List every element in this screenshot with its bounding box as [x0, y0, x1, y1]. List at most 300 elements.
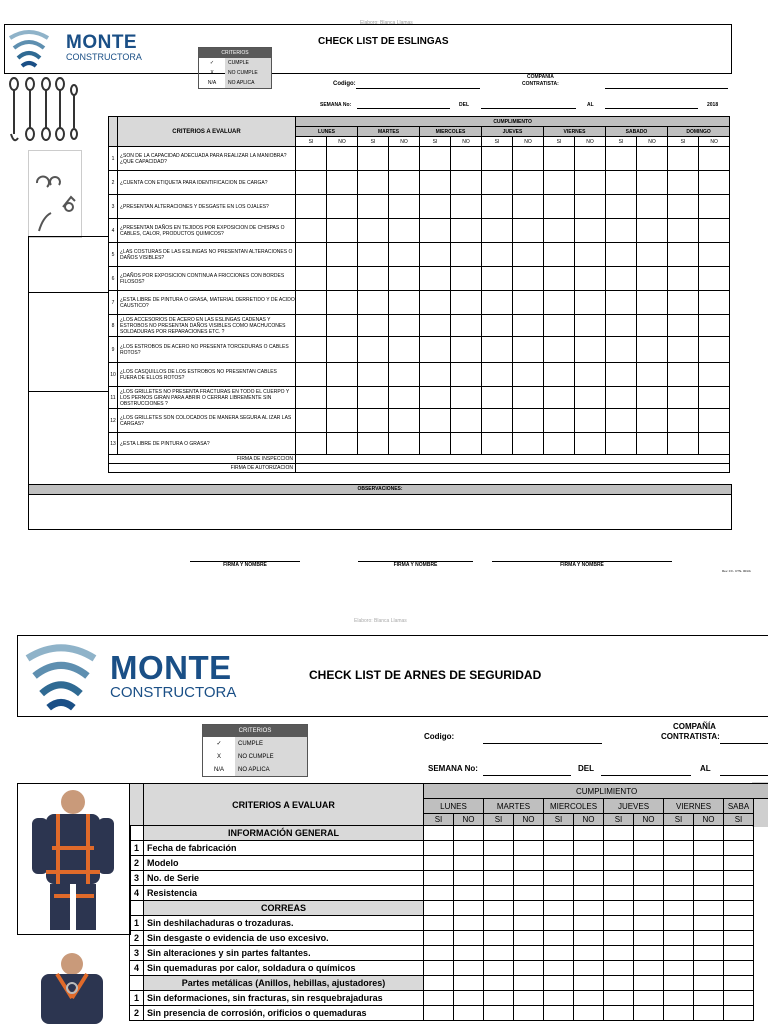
- check-cell[interactable]: [637, 195, 668, 219]
- check-cell[interactable]: [514, 976, 544, 991]
- check-cell[interactable]: [668, 171, 699, 195]
- check-cell[interactable]: [389, 291, 420, 315]
- check-cell[interactable]: [513, 315, 544, 337]
- check-cell[interactable]: [514, 946, 544, 961]
- check-cell[interactable]: [451, 409, 482, 433]
- check-cell[interactable]: [637, 387, 668, 409]
- check-cell[interactable]: [420, 171, 451, 195]
- check-cell[interactable]: [544, 841, 574, 856]
- check-cell[interactable]: [358, 433, 389, 455]
- check-cell[interactable]: [574, 991, 604, 1006]
- check-cell[interactable]: [451, 195, 482, 219]
- check-cell[interactable]: [544, 901, 574, 916]
- check-cell[interactable]: [482, 363, 513, 387]
- check-cell[interactable]: [724, 1006, 754, 1021]
- check-cell[interactable]: [358, 195, 389, 219]
- check-cell[interactable]: [634, 961, 664, 976]
- check-cell[interactable]: [296, 363, 327, 387]
- check-cell[interactable]: [637, 267, 668, 291]
- check-cell[interactable]: [724, 886, 754, 901]
- check-cell[interactable]: [454, 976, 484, 991]
- check-cell[interactable]: [668, 219, 699, 243]
- check-cell[interactable]: [668, 363, 699, 387]
- check-cell[interactable]: [606, 267, 637, 291]
- check-cell[interactable]: [575, 315, 606, 337]
- contratista-field-2[interactable]: [720, 743, 768, 744]
- check-cell[interactable]: [604, 991, 634, 1006]
- check-cell[interactable]: [482, 195, 513, 219]
- check-cell[interactable]: [513, 219, 544, 243]
- contratista-field[interactable]: [605, 88, 728, 89]
- check-cell[interactable]: [544, 946, 574, 961]
- check-cell[interactable]: [544, 976, 574, 991]
- check-cell[interactable]: [514, 901, 544, 916]
- codigo-field-2[interactable]: [483, 743, 602, 744]
- check-cell[interactable]: [606, 219, 637, 243]
- al-field-2[interactable]: [720, 775, 768, 776]
- check-cell[interactable]: [634, 976, 664, 991]
- check-cell[interactable]: [606, 291, 637, 315]
- check-cell[interactable]: [484, 841, 514, 856]
- check-cell[interactable]: [389, 387, 420, 409]
- check-cell[interactable]: [513, 363, 544, 387]
- check-cell[interactable]: [484, 826, 514, 841]
- check-cell[interactable]: [296, 433, 327, 455]
- check-cell[interactable]: [637, 315, 668, 337]
- check-cell[interactable]: [699, 337, 730, 363]
- check-cell[interactable]: [420, 315, 451, 337]
- check-cell[interactable]: [724, 826, 754, 841]
- check-cell[interactable]: [327, 291, 358, 315]
- check-cell[interactable]: [634, 901, 664, 916]
- check-cell[interactable]: [454, 991, 484, 1006]
- check-cell[interactable]: [604, 931, 634, 946]
- check-cell[interactable]: [694, 856, 724, 871]
- check-cell[interactable]: [424, 976, 454, 991]
- check-cell[interactable]: [544, 409, 575, 433]
- check-cell[interactable]: [574, 916, 604, 931]
- check-cell[interactable]: [637, 433, 668, 455]
- check-cell[interactable]: [575, 337, 606, 363]
- check-cell[interactable]: [389, 195, 420, 219]
- check-cell[interactable]: [544, 871, 574, 886]
- check-cell[interactable]: [604, 841, 634, 856]
- check-cell[interactable]: [327, 433, 358, 455]
- check-cell[interactable]: [544, 916, 574, 931]
- check-cell[interactable]: [327, 387, 358, 409]
- check-cell[interactable]: [637, 147, 668, 171]
- check-cell[interactable]: [604, 916, 634, 931]
- check-cell[interactable]: [699, 291, 730, 315]
- check-cell[interactable]: [637, 337, 668, 363]
- check-cell[interactable]: [574, 826, 604, 841]
- check-cell[interactable]: [451, 337, 482, 363]
- check-cell[interactable]: [634, 946, 664, 961]
- check-cell[interactable]: [606, 409, 637, 433]
- check-cell[interactable]: [604, 901, 634, 916]
- check-cell[interactable]: [544, 931, 574, 946]
- check-cell[interactable]: [699, 195, 730, 219]
- check-cell[interactable]: [454, 856, 484, 871]
- check-cell[interactable]: [296, 171, 327, 195]
- check-cell[interactable]: [544, 433, 575, 455]
- check-cell[interactable]: [389, 267, 420, 291]
- check-cell[interactable]: [544, 219, 575, 243]
- check-cell[interactable]: [724, 916, 754, 931]
- check-cell[interactable]: [699, 267, 730, 291]
- semana-field-2[interactable]: [483, 775, 571, 776]
- check-cell[interactable]: [544, 195, 575, 219]
- check-cell[interactable]: [637, 363, 668, 387]
- check-cell[interactable]: [424, 991, 454, 1006]
- check-cell[interactable]: [634, 931, 664, 946]
- check-cell[interactable]: [575, 219, 606, 243]
- check-cell[interactable]: [454, 841, 484, 856]
- check-cell[interactable]: [484, 976, 514, 991]
- check-cell[interactable]: [482, 315, 513, 337]
- check-cell[interactable]: [574, 961, 604, 976]
- check-cell[interactable]: [358, 409, 389, 433]
- check-cell[interactable]: [544, 826, 574, 841]
- check-cell[interactable]: [514, 856, 544, 871]
- check-cell[interactable]: [664, 916, 694, 931]
- check-cell[interactable]: [604, 946, 634, 961]
- check-cell[interactable]: [424, 946, 454, 961]
- check-cell[interactable]: [484, 871, 514, 886]
- check-cell[interactable]: [451, 315, 482, 337]
- check-cell[interactable]: [544, 291, 575, 315]
- check-cell[interactable]: [664, 871, 694, 886]
- check-cell[interactable]: [358, 219, 389, 243]
- check-cell[interactable]: [544, 147, 575, 171]
- check-cell[interactable]: [699, 433, 730, 455]
- check-cell[interactable]: [606, 387, 637, 409]
- check-cell[interactable]: [694, 1006, 724, 1021]
- check-cell[interactable]: [575, 267, 606, 291]
- check-cell[interactable]: [424, 886, 454, 901]
- check-cell[interactable]: [451, 433, 482, 455]
- check-cell[interactable]: [574, 886, 604, 901]
- check-cell[interactable]: [482, 433, 513, 455]
- check-cell[interactable]: [389, 219, 420, 243]
- check-cell[interactable]: [544, 171, 575, 195]
- check-cell[interactable]: [484, 1006, 514, 1021]
- check-cell[interactable]: [514, 916, 544, 931]
- check-cell[interactable]: [389, 337, 420, 363]
- check-cell[interactable]: [451, 291, 482, 315]
- check-cell[interactable]: [606, 171, 637, 195]
- check-cell[interactable]: [420, 243, 451, 267]
- check-cell[interactable]: [634, 1006, 664, 1021]
- check-cell[interactable]: [604, 826, 634, 841]
- del-field[interactable]: [481, 108, 576, 109]
- check-cell[interactable]: [699, 147, 730, 171]
- check-cell[interactable]: [634, 871, 664, 886]
- check-cell[interactable]: [424, 871, 454, 886]
- check-cell[interactable]: [389, 433, 420, 455]
- check-cell[interactable]: [424, 961, 454, 976]
- check-cell[interactable]: [699, 387, 730, 409]
- check-cell[interactable]: [420, 363, 451, 387]
- check-cell[interactable]: [424, 841, 454, 856]
- check-cell[interactable]: [694, 991, 724, 1006]
- check-cell[interactable]: [451, 363, 482, 387]
- check-cell[interactable]: [574, 946, 604, 961]
- check-cell[interactable]: [574, 1006, 604, 1021]
- check-cell[interactable]: [606, 433, 637, 455]
- check-cell[interactable]: [513, 267, 544, 291]
- check-cell[interactable]: [482, 337, 513, 363]
- check-cell[interactable]: [694, 916, 724, 931]
- check-cell[interactable]: [668, 433, 699, 455]
- check-cell[interactable]: [604, 961, 634, 976]
- check-cell[interactable]: [544, 243, 575, 267]
- check-cell[interactable]: [424, 826, 454, 841]
- check-cell[interactable]: [514, 841, 544, 856]
- check-cell[interactable]: [574, 931, 604, 946]
- check-cell[interactable]: [575, 147, 606, 171]
- check-cell[interactable]: [606, 363, 637, 387]
- check-cell[interactable]: [574, 841, 604, 856]
- check-cell[interactable]: [484, 991, 514, 1006]
- check-cell[interactable]: [694, 946, 724, 961]
- check-cell[interactable]: [575, 387, 606, 409]
- check-cell[interactable]: [484, 916, 514, 931]
- check-cell[interactable]: [358, 315, 389, 337]
- check-cell[interactable]: [634, 991, 664, 1006]
- check-cell[interactable]: [575, 409, 606, 433]
- check-cell[interactable]: [484, 946, 514, 961]
- check-cell[interactable]: [424, 931, 454, 946]
- check-cell[interactable]: [389, 171, 420, 195]
- check-cell[interactable]: [420, 267, 451, 291]
- check-cell[interactable]: [513, 409, 544, 433]
- check-cell[interactable]: [664, 886, 694, 901]
- check-cell[interactable]: [699, 243, 730, 267]
- check-cell[interactable]: [424, 856, 454, 871]
- check-cell[interactable]: [514, 1006, 544, 1021]
- check-cell[interactable]: [513, 147, 544, 171]
- check-cell[interactable]: [358, 291, 389, 315]
- check-cell[interactable]: [327, 171, 358, 195]
- check-cell[interactable]: [513, 387, 544, 409]
- check-cell[interactable]: [482, 243, 513, 267]
- check-cell[interactable]: [724, 901, 754, 916]
- check-cell[interactable]: [513, 291, 544, 315]
- check-cell[interactable]: [664, 901, 694, 916]
- check-cell[interactable]: [454, 826, 484, 841]
- firma-inspeccion-cell[interactable]: [296, 455, 730, 464]
- al-field[interactable]: [605, 108, 698, 109]
- check-cell[interactable]: [668, 315, 699, 337]
- check-cell[interactable]: [451, 267, 482, 291]
- check-cell[interactable]: [664, 976, 694, 991]
- check-cell[interactable]: [358, 337, 389, 363]
- check-cell[interactable]: [574, 856, 604, 871]
- check-cell[interactable]: [699, 409, 730, 433]
- check-cell[interactable]: [514, 826, 544, 841]
- check-cell[interactable]: [604, 856, 634, 871]
- check-cell[interactable]: [668, 267, 699, 291]
- check-cell[interactable]: [699, 219, 730, 243]
- check-cell[interactable]: [544, 856, 574, 871]
- check-cell[interactable]: [514, 961, 544, 976]
- check-cell[interactable]: [637, 243, 668, 267]
- check-cell[interactable]: [606, 337, 637, 363]
- check-cell[interactable]: [699, 363, 730, 387]
- check-cell[interactable]: [544, 961, 574, 976]
- check-cell[interactable]: [484, 931, 514, 946]
- codigo-field[interactable]: [356, 88, 480, 89]
- check-cell[interactable]: [724, 841, 754, 856]
- check-cell[interactable]: [575, 171, 606, 195]
- check-cell[interactable]: [296, 147, 327, 171]
- check-cell[interactable]: [420, 147, 451, 171]
- check-cell[interactable]: [634, 916, 664, 931]
- check-cell[interactable]: [420, 291, 451, 315]
- check-cell[interactable]: [327, 195, 358, 219]
- check-cell[interactable]: [694, 901, 724, 916]
- check-cell[interactable]: [454, 871, 484, 886]
- check-cell[interactable]: [358, 147, 389, 171]
- check-cell[interactable]: [420, 219, 451, 243]
- check-cell[interactable]: [358, 243, 389, 267]
- check-cell[interactable]: [451, 147, 482, 171]
- observaciones-field[interactable]: [28, 494, 732, 530]
- check-cell[interactable]: [634, 886, 664, 901]
- check-cell[interactable]: [664, 946, 694, 961]
- check-cell[interactable]: [454, 916, 484, 931]
- check-cell[interactable]: [420, 195, 451, 219]
- check-cell[interactable]: [454, 946, 484, 961]
- check-cell[interactable]: [544, 886, 574, 901]
- check-cell[interactable]: [451, 243, 482, 267]
- check-cell[interactable]: [327, 315, 358, 337]
- check-cell[interactable]: [606, 315, 637, 337]
- check-cell[interactable]: [637, 409, 668, 433]
- check-cell[interactable]: [454, 901, 484, 916]
- check-cell[interactable]: [327, 147, 358, 171]
- check-cell[interactable]: [664, 1006, 694, 1021]
- check-cell[interactable]: [327, 219, 358, 243]
- check-cell[interactable]: [454, 886, 484, 901]
- check-cell[interactable]: [484, 961, 514, 976]
- check-cell[interactable]: [513, 243, 544, 267]
- check-cell[interactable]: [637, 219, 668, 243]
- check-cell[interactable]: [544, 387, 575, 409]
- check-cell[interactable]: [724, 961, 754, 976]
- check-cell[interactable]: [634, 826, 664, 841]
- check-cell[interactable]: [668, 195, 699, 219]
- check-cell[interactable]: [514, 991, 544, 1006]
- check-cell[interactable]: [668, 409, 699, 433]
- check-cell[interactable]: [606, 195, 637, 219]
- check-cell[interactable]: [664, 991, 694, 1006]
- check-cell[interactable]: [544, 363, 575, 387]
- check-cell[interactable]: [694, 826, 724, 841]
- check-cell[interactable]: [694, 871, 724, 886]
- check-cell[interactable]: [513, 171, 544, 195]
- check-cell[interactable]: [664, 826, 694, 841]
- check-cell[interactable]: [575, 195, 606, 219]
- check-cell[interactable]: [724, 991, 754, 1006]
- check-cell[interactable]: [694, 841, 724, 856]
- check-cell[interactable]: [694, 961, 724, 976]
- check-cell[interactable]: [514, 886, 544, 901]
- check-cell[interactable]: [668, 337, 699, 363]
- check-cell[interactable]: [420, 337, 451, 363]
- check-cell[interactable]: [327, 267, 358, 291]
- check-cell[interactable]: [724, 931, 754, 946]
- check-cell[interactable]: [451, 387, 482, 409]
- check-cell[interactable]: [296, 267, 327, 291]
- check-cell[interactable]: [296, 291, 327, 315]
- check-cell[interactable]: [544, 315, 575, 337]
- check-cell[interactable]: [482, 291, 513, 315]
- check-cell[interactable]: [327, 363, 358, 387]
- check-cell[interactable]: [454, 931, 484, 946]
- check-cell[interactable]: [296, 337, 327, 363]
- check-cell[interactable]: [327, 337, 358, 363]
- check-cell[interactable]: [664, 961, 694, 976]
- check-cell[interactable]: [420, 409, 451, 433]
- check-cell[interactable]: [389, 243, 420, 267]
- check-cell[interactable]: [296, 315, 327, 337]
- check-cell[interactable]: [664, 856, 694, 871]
- check-cell[interactable]: [358, 171, 389, 195]
- check-cell[interactable]: [424, 916, 454, 931]
- check-cell[interactable]: [484, 901, 514, 916]
- check-cell[interactable]: [544, 337, 575, 363]
- check-cell[interactable]: [574, 901, 604, 916]
- check-cell[interactable]: [574, 976, 604, 991]
- check-cell[interactable]: [604, 976, 634, 991]
- check-cell[interactable]: [482, 267, 513, 291]
- check-cell[interactable]: [724, 856, 754, 871]
- check-cell[interactable]: [296, 409, 327, 433]
- check-cell[interactable]: [634, 856, 664, 871]
- check-cell[interactable]: [513, 195, 544, 219]
- check-cell[interactable]: [637, 291, 668, 315]
- check-cell[interactable]: [513, 433, 544, 455]
- check-cell[interactable]: [358, 363, 389, 387]
- check-cell[interactable]: [694, 976, 724, 991]
- check-cell[interactable]: [358, 267, 389, 291]
- check-cell[interactable]: [482, 387, 513, 409]
- check-cell[interactable]: [544, 991, 574, 1006]
- check-cell[interactable]: [668, 147, 699, 171]
- check-cell[interactable]: [451, 171, 482, 195]
- del-field-2[interactable]: [601, 775, 691, 776]
- check-cell[interactable]: [513, 337, 544, 363]
- check-cell[interactable]: [358, 387, 389, 409]
- check-cell[interactable]: [296, 243, 327, 267]
- check-cell[interactable]: [484, 856, 514, 871]
- check-cell[interactable]: [664, 841, 694, 856]
- check-cell[interactable]: [699, 315, 730, 337]
- check-cell[interactable]: [389, 315, 420, 337]
- check-cell[interactable]: [454, 1006, 484, 1021]
- check-cell[interactable]: [327, 409, 358, 433]
- check-cell[interactable]: [544, 267, 575, 291]
- check-cell[interactable]: [327, 243, 358, 267]
- check-cell[interactable]: [575, 363, 606, 387]
- check-cell[interactable]: [482, 409, 513, 433]
- check-cell[interactable]: [482, 171, 513, 195]
- check-cell[interactable]: [420, 433, 451, 455]
- semana-field[interactable]: [357, 108, 450, 109]
- check-cell[interactable]: [454, 961, 484, 976]
